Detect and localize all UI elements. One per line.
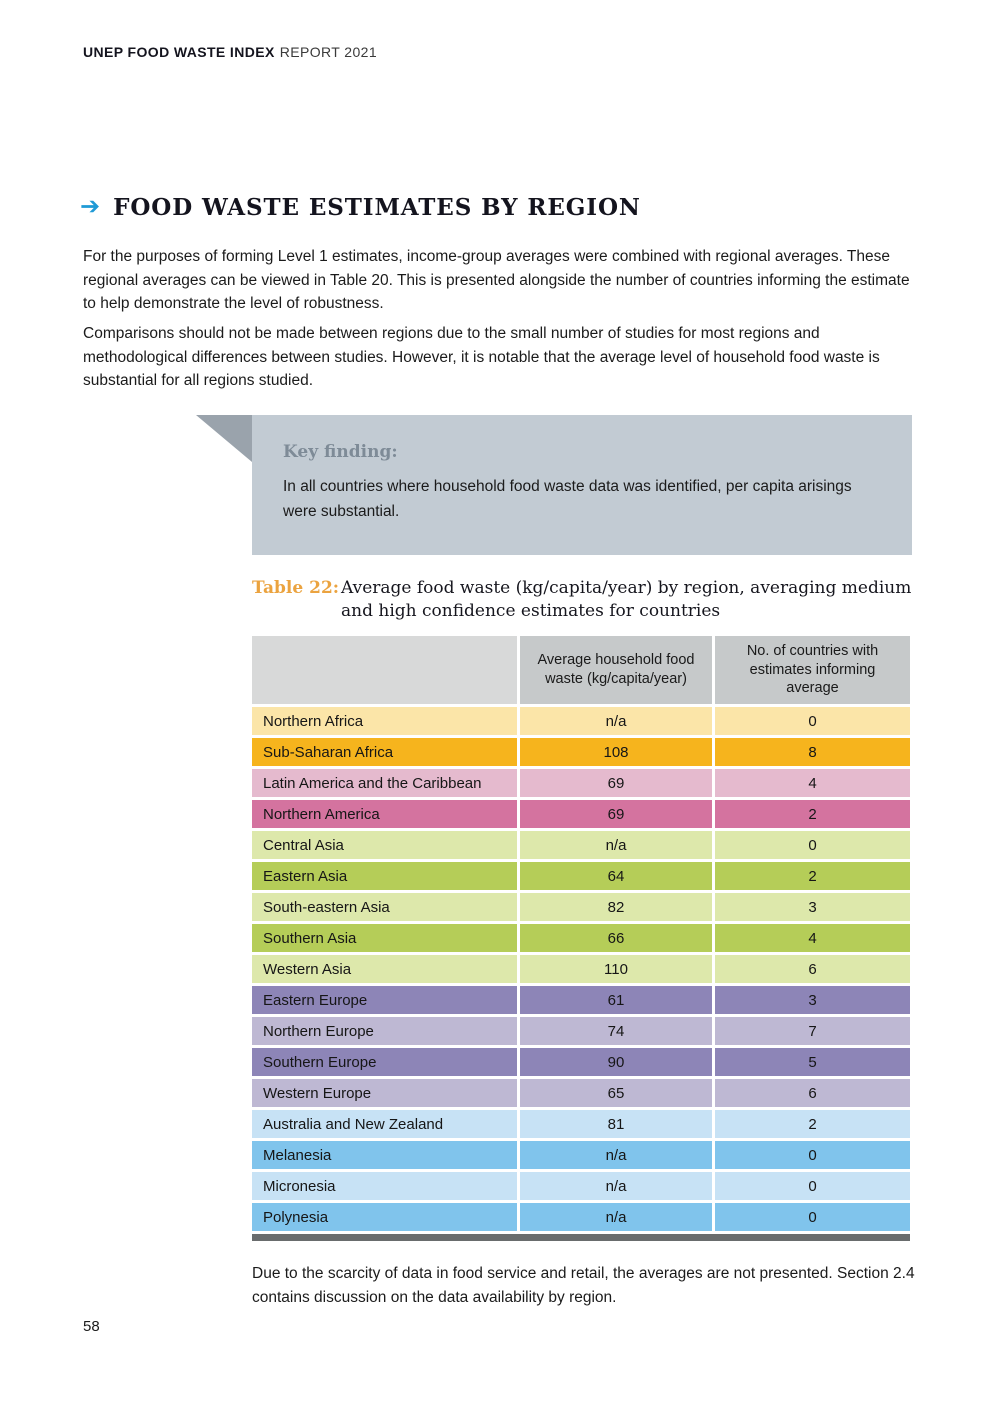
cell-average: 82: [520, 893, 712, 921]
cell-region: Polynesia: [252, 1203, 517, 1231]
table-row: [252, 924, 910, 952]
table-row: [252, 1110, 910, 1138]
cell-region: Micronesia: [252, 1172, 517, 1200]
cell-region: Southern Europe: [252, 1048, 517, 1076]
cell-countries: 4: [715, 924, 910, 952]
table-row: [252, 986, 910, 1014]
cell-countries: 6: [715, 955, 910, 983]
cell-average: n/a: [520, 1203, 712, 1231]
cell-average: 69: [520, 800, 712, 828]
cell-countries: 0: [715, 831, 910, 859]
table-row: [252, 831, 910, 859]
cell-region: Southern Asia: [252, 924, 517, 952]
cell-region: Latin America and the Caribbean: [252, 769, 517, 797]
table-row: [252, 1172, 910, 1200]
section-title-row: [80, 194, 641, 221]
cell-average: 65: [520, 1079, 712, 1107]
cell-countries: 0: [715, 707, 910, 735]
table-row: [252, 955, 910, 983]
callout-corner-decoration: [196, 415, 252, 462]
key-finding-label: Key finding:: [283, 442, 398, 462]
table-body: [252, 707, 910, 1231]
section-title: FOOD WASTE ESTIMATES BY REGION: [113, 194, 641, 221]
cell-average: 81: [520, 1110, 712, 1138]
table-caption-text: Average food waste (kg/capita/year) by region, averaging medium and high confidence estimates for countries: [341, 578, 912, 621]
cell-countries: 0: [715, 1141, 910, 1169]
cell-countries: 3: [715, 986, 910, 1014]
cell-region: Northern Africa: [252, 707, 517, 735]
cell-average: n/a: [520, 707, 712, 735]
table-row: [252, 707, 910, 735]
cell-region: Western Asia: [252, 955, 517, 983]
paragraph-comparison: Comparisons should not be made between regions due to the small number of studies for most regions and methodological differences between studies. However, it is notable that the average level of household food waste is substantial for all regions studied.: [83, 325, 880, 390]
table-bottom-rule: [252, 1234, 910, 1241]
footer-note: Due to the scarcity of data in food service and retail, the averages are not presented. Section 2.4 contains discussion on the data availability by region.: [252, 1265, 915, 1306]
paragraph-intro: For the purposes of forming Level 1 estimates, income-group averages were combined with regional averages. These regional averages can be viewed in Table 20. This is presented alongside the number of countries informing the estimate to help demonstrate the level of robustness.: [83, 248, 910, 313]
cell-region: Northern Europe: [252, 1017, 517, 1045]
cell-region: South-eastern Asia: [252, 893, 517, 921]
cell-region: Northern America: [252, 800, 517, 828]
cell-countries: 0: [715, 1203, 910, 1231]
table-row: [252, 800, 910, 828]
key-finding-text: In all countries where household food waste data was identified, per capita arisings were substantial.: [283, 478, 852, 520]
table-row: [252, 893, 910, 921]
arrow-right-icon: ➔: [80, 192, 101, 220]
key-finding-callout: [252, 415, 912, 555]
table-row: [252, 738, 910, 766]
cell-region: Australia and New Zealand: [252, 1110, 517, 1138]
cell-average: n/a: [520, 1141, 712, 1169]
cell-countries: 8: [715, 738, 910, 766]
table-row: [252, 1203, 910, 1231]
cell-average: 64: [520, 862, 712, 890]
cell-region: Eastern Europe: [252, 986, 517, 1014]
running-header: [83, 44, 377, 60]
table-row: [252, 1048, 910, 1076]
header-cell-countries: No. of countries with estimates informing average: [715, 636, 910, 704]
cell-region: Western Europe: [252, 1079, 517, 1107]
cell-region: Sub-Saharan Africa: [252, 738, 517, 766]
cell-countries: 2: [715, 862, 910, 890]
table-row: [252, 862, 910, 890]
cell-countries: 0: [715, 1172, 910, 1200]
cell-countries: 3: [715, 893, 910, 921]
cell-countries: 2: [715, 800, 910, 828]
region-table: [252, 636, 910, 1241]
table-row: [252, 1079, 910, 1107]
cell-region: Eastern Asia: [252, 862, 517, 890]
cell-countries: 5: [715, 1048, 910, 1076]
cell-region: Central Asia: [252, 831, 517, 859]
header-cell-average: Average household food waste (kg/capita/year): [520, 636, 712, 704]
report-subtitle: REPORT 2021: [279, 44, 378, 60]
table-row: [252, 1141, 910, 1169]
cell-countries: 6: [715, 1079, 910, 1107]
page-number: 58: [83, 1318, 100, 1335]
table-header-row: [252, 636, 910, 704]
cell-average: 66: [520, 924, 712, 952]
cell-average: n/a: [520, 1172, 712, 1200]
cell-average: 108: [520, 738, 712, 766]
cell-region: Melanesia: [252, 1141, 517, 1169]
cell-average: n/a: [520, 831, 712, 859]
cell-countries: 2: [715, 1110, 910, 1138]
cell-average: 61: [520, 986, 712, 1014]
cell-countries: 4: [715, 769, 910, 797]
table-row: [252, 1017, 910, 1045]
report-title: UNEP FOOD WASTE INDEX: [83, 44, 275, 60]
cell-average: 110: [520, 955, 712, 983]
cell-average: 69: [520, 769, 712, 797]
cell-countries: 7: [715, 1017, 910, 1045]
table-row: [252, 769, 910, 797]
table-caption-label: Table 22:: [252, 578, 340, 598]
cell-average: 90: [520, 1048, 712, 1076]
header-cell-region: [252, 636, 517, 704]
cell-average: 74: [520, 1017, 712, 1045]
table-caption: [252, 577, 913, 623]
